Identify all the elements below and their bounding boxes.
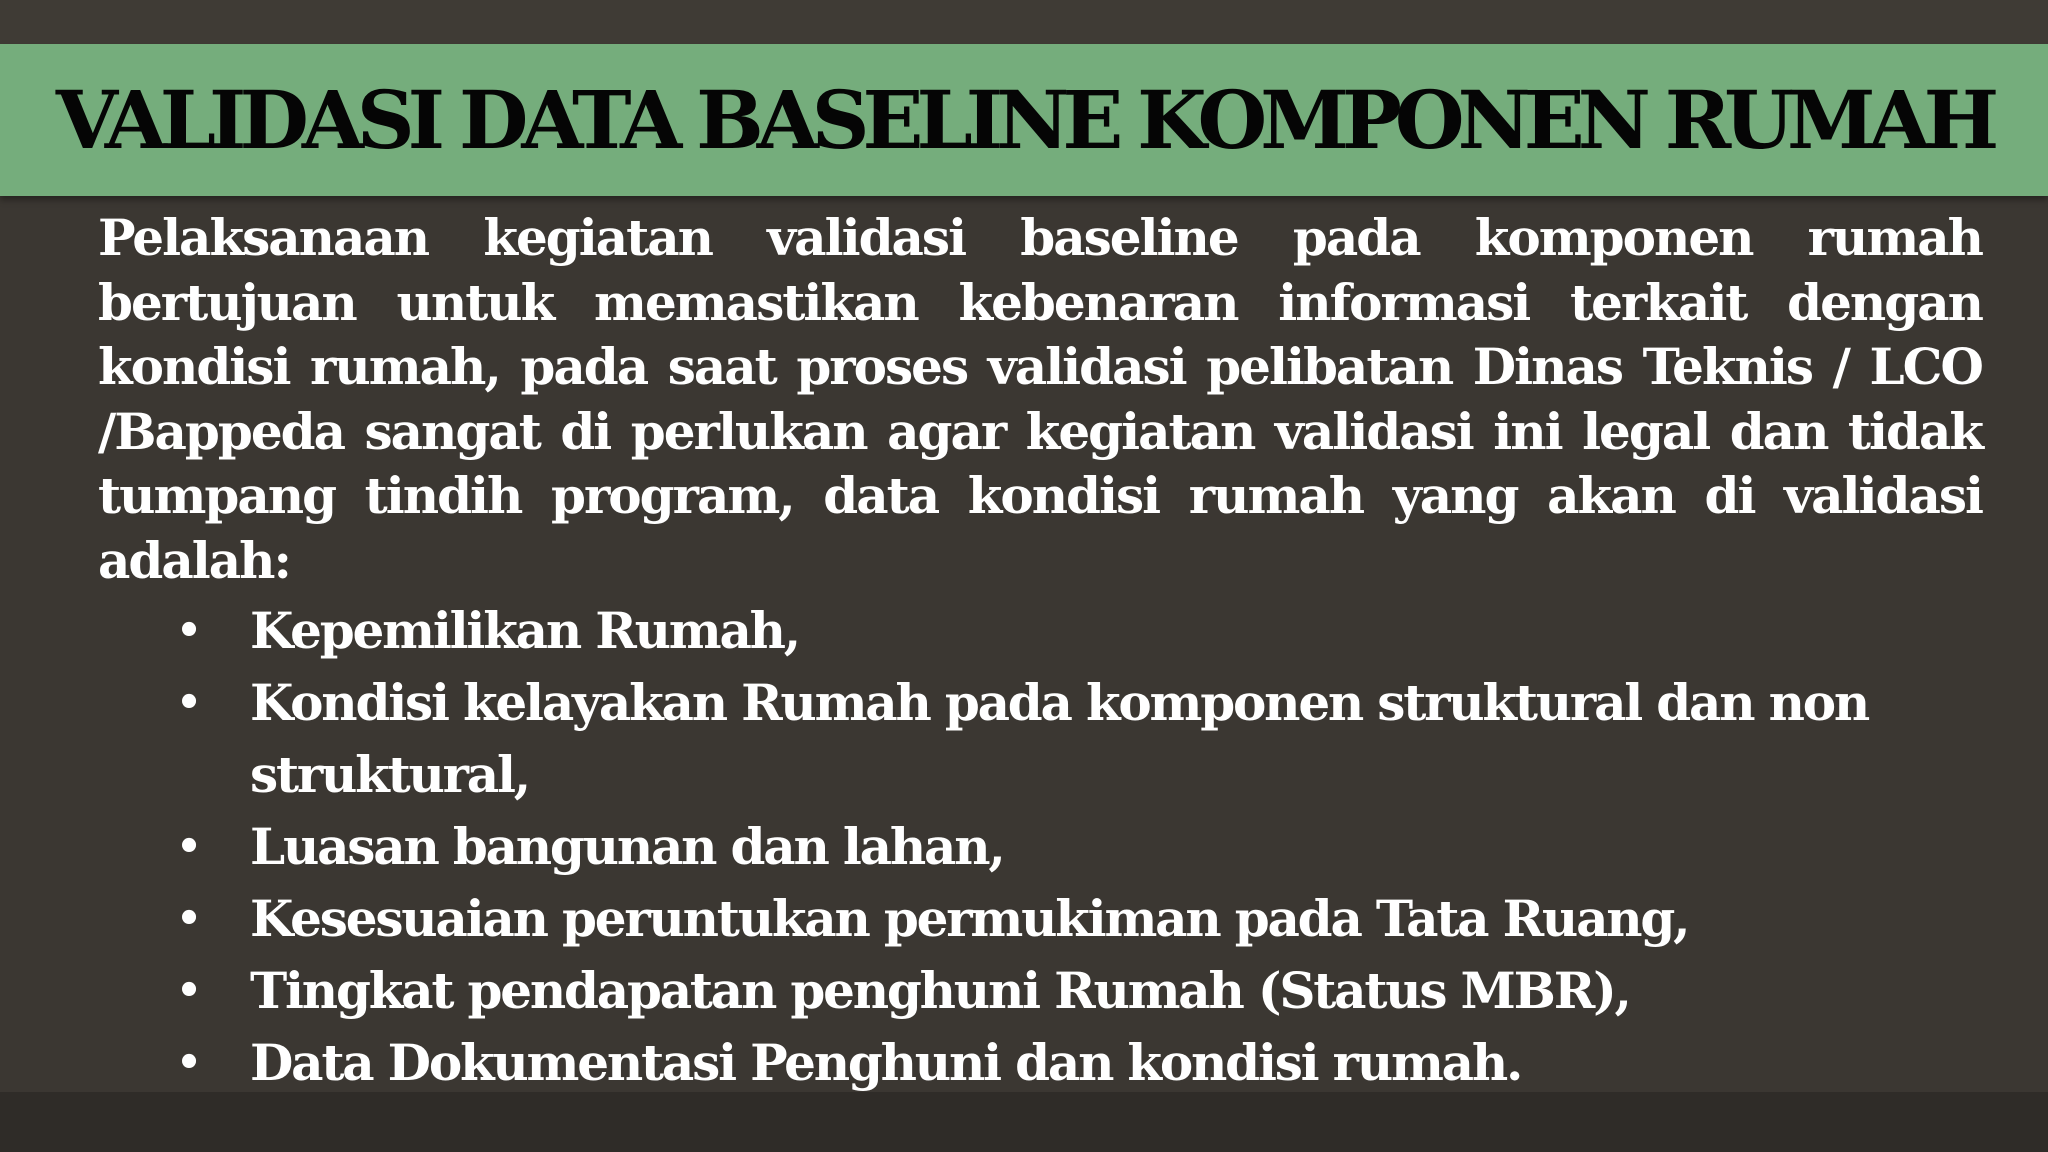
bullet-text: Kepemilikan Rumah, <box>250 601 799 660</box>
bullet-item <box>98 595 1982 667</box>
intro-paragraph: Pelaksanaan kegiatan validasi baseline pada komponen rumah bertujuan untuk memastikan kebenaran informasi terkait dengan kondisi rumah, pada saat proses validasi pelibatan Dinas Teknis / LCO /Bappeda sangat di perlukan agar kegiatan validasi ini legal dan tidak tumpang tindih program, data kondisi rumah yang akan di validasi adalah: <box>98 208 1982 590</box>
bullet-text: Kondisi kelayakan Rumah pada komponen struktural dan non struktural, <box>250 673 1869 804</box>
title-banner <box>0 44 2048 196</box>
bullet-item <box>98 667 1982 811</box>
bullet-icon: • <box>176 896 202 942</box>
bullet-icon: • <box>176 680 202 726</box>
bullet-text: Tingkat pendapatan penghuni Rumah (Status MBR), <box>250 961 1630 1020</box>
bullet-item <box>98 1027 1982 1099</box>
bullet-item <box>98 883 1982 955</box>
bullet-icon: • <box>176 968 202 1014</box>
bullet-list <box>98 595 1982 1099</box>
bullet-item <box>98 811 1982 883</box>
bullet-text: Luasan bangunan dan lahan, <box>250 817 1004 876</box>
top-strip <box>0 0 2048 44</box>
slide-content <box>98 206 1982 1099</box>
slide-title: VALIDASI DATA BASELINE KOMPONEN RUMAH <box>55 73 1993 167</box>
bullet-text: Kesesuaian peruntukan permukiman pada Tata Ruang, <box>250 889 1689 948</box>
bullet-icon: • <box>176 608 202 654</box>
bottom-strip <box>0 1092 2048 1152</box>
bullet-icon: • <box>176 1040 202 1086</box>
bullet-item <box>98 955 1982 1027</box>
bullet-icon: • <box>176 824 202 870</box>
bullet-text: Data Dokumentasi Penghuni dan kondisi rumah. <box>250 1033 1522 1092</box>
